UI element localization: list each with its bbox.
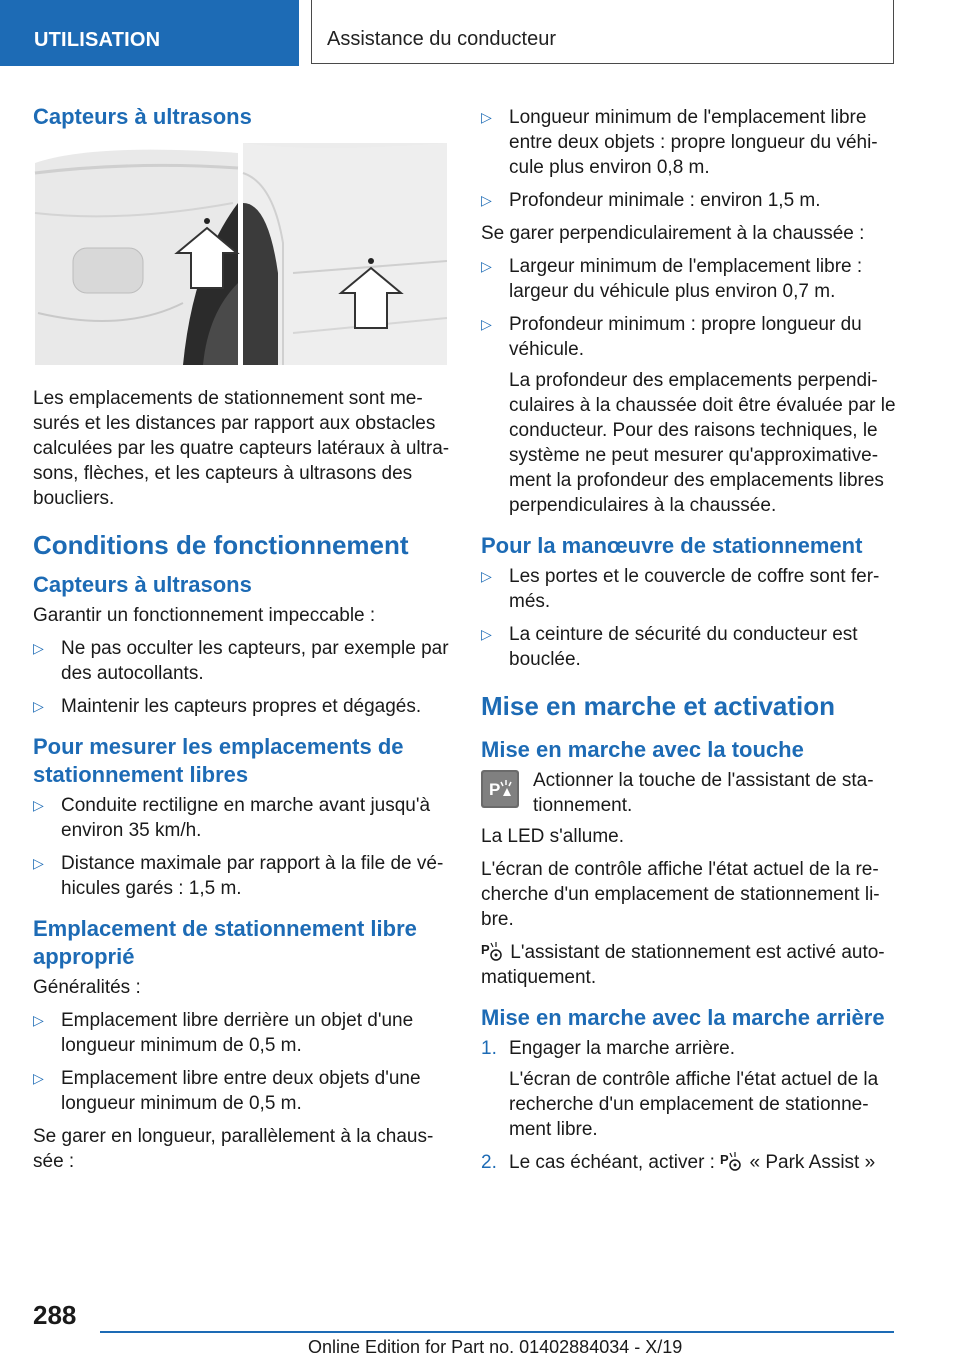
auto-activation-text: P L'assistant de stationnement est activé auto-matiquement. xyxy=(481,942,885,988)
heading-free-space: Emplacement de stationnement libre approprié xyxy=(33,916,417,969)
heading-measure: Pour mesurer les emplacements de stationnement libres xyxy=(33,734,404,787)
parallel-list xyxy=(481,105,896,213)
triangle-bullet-icon: ▷ xyxy=(481,109,492,125)
park-assist-button-icon xyxy=(481,770,519,808)
page-number: 288 xyxy=(33,1300,77,1330)
led-text: La LED s'allume. xyxy=(481,826,625,847)
button-text: Actionner la touche de l'assistant de sta-tionnement. xyxy=(533,770,874,816)
section-title: UTILISATION xyxy=(34,29,161,51)
right-column xyxy=(481,95,896,1183)
svg-text:P: P xyxy=(489,780,501,799)
footer-edition: Online Edition for Part no. 01402884034 - X/19 xyxy=(308,1337,683,1357)
measure-list xyxy=(33,793,451,901)
heading-reverse: Mise en marche avec la marche arrière xyxy=(481,1005,885,1030)
list-item: ▷ Distance maximale par rapport à la file de vé-hicules garés : 1,5 m. xyxy=(33,853,444,899)
free-space-list xyxy=(33,1008,451,1116)
sensor-list xyxy=(33,636,451,719)
page-header xyxy=(0,0,960,66)
triangle-bullet-icon: ▷ xyxy=(33,640,44,656)
list-item: ▷ Profondeur minimum : propre longueur du véhicule. La profondeur des emplacements perpendi-culaires à la chaussée doit être évaluée par le conducteur. Pour des raisons techniques, le système ne peut mesurer qu'approximative-ment la profondeur des emplacements libres perpendiculaires à la chaussée. xyxy=(481,314,896,516)
list-item: ▷ Ne pas occulter les capteurs, par exemple par des autocollants. xyxy=(33,638,449,684)
list-item: ▷ Profondeur minimale : environ 1,5 m. xyxy=(481,190,821,211)
list-item: ▷ La ceinture de sécurité du conducteur est bouclée. xyxy=(481,624,858,670)
car-sensors-illustration xyxy=(33,143,447,365)
heading-conditions: Conditions de fonctionnement xyxy=(33,530,409,560)
triangle-bullet-icon: ▷ xyxy=(33,855,44,871)
screen-text: L'écran de contrôle affiche l'état actuel de la re-cherche d'un emplacement de stationnement li-bre. xyxy=(481,859,880,930)
list-item: ▷ Largeur minimum de l'emplacement libre : largeur du véhicule plus environ 0,7 m. xyxy=(481,256,863,302)
intro-paragraph: Les emplacements de stationnement sont me-surés et les distances par rapport aux obstacles calculées par les quatre capteurs latéraux à ultra-sons, flèches, et les capteurs à ultrasons des boucliers. xyxy=(33,388,450,509)
step-note: L'écran de contrôle affiche l'état actuel de la recherche d'un emplacement de stationne-ment libre. xyxy=(509,1069,879,1140)
triangle-bullet-icon: ▷ xyxy=(481,192,492,208)
guarantee-text: Garantir un fonctionnement impeccable : xyxy=(33,605,376,626)
parallel-text: Se garer en longueur, parallèlement à la chaus-sée : xyxy=(33,1126,434,1172)
steps-list xyxy=(481,1036,896,1175)
list-item: ▷ Emplacement libre entre deux objets d'une longueur minimum de 0,5 m. xyxy=(33,1068,421,1114)
heading-ultrasonic-sensors-2: Capteurs à ultrasons xyxy=(33,572,252,597)
triangle-bullet-icon: ▷ xyxy=(33,698,44,714)
section-tab xyxy=(0,0,299,66)
heading-maneuver: Pour la manœuvre de stationnement xyxy=(481,533,863,558)
park-assist-icon xyxy=(720,1150,744,1172)
triangle-bullet-icon: ▷ xyxy=(481,626,492,642)
park-assist-icon xyxy=(481,940,505,962)
list-item: ▷ Conduite rectiligne en marche avant jusqu'à environ 35 km/h. xyxy=(33,795,431,841)
perpendicular-note: La profondeur des emplacements perpendi-culaires à la chaussée doit être évaluée par le conducteur. Pour des raisons techniques, le système ne peut mesurer qu'approximative-ment la profondeur des emplacements libres perpendiculaires à la chaussée. xyxy=(509,370,896,516)
chapter-tab xyxy=(311,0,894,64)
perpendicular-text: Se garer perpendiculairement à la chaussée : xyxy=(481,223,865,244)
triangle-bullet-icon: ▷ xyxy=(33,797,44,813)
triangle-bullet-icon: ▷ xyxy=(481,316,492,332)
triangle-bullet-icon: ▷ xyxy=(33,1070,44,1086)
button-instruction xyxy=(481,768,896,818)
heading-ultrasonic-sensors: Capteurs à ultrasons xyxy=(33,104,252,129)
triangle-bullet-icon: ▷ xyxy=(481,258,492,274)
step-item: 1. Engager la marche arrière. L'écran de contrôle affiche l'état actuel de la recherche d'un emplacement de stationne-ment libre. xyxy=(481,1036,896,1142)
svg-text:P: P xyxy=(720,1152,729,1167)
heading-button: Mise en marche avec la touche xyxy=(481,737,804,762)
svg-text:P: P xyxy=(481,942,490,957)
perpendicular-list xyxy=(481,254,896,518)
general-text: Généralités : xyxy=(33,977,141,998)
triangle-bullet-icon: ▷ xyxy=(33,1012,44,1028)
chapter-title: Assistance du conducteur xyxy=(327,28,557,50)
footer-divider xyxy=(100,1331,894,1333)
list-item: ▷ Les portes et le couvercle de coffre sont fer-més. xyxy=(481,566,880,612)
left-column xyxy=(33,95,451,1182)
step-item: 2. Le cas échéant, activer : P « Park Assist » xyxy=(481,1152,876,1173)
triangle-bullet-icon: ▷ xyxy=(481,568,492,584)
list-item: ▷ Longueur minimum de l'emplacement libre entre deux objets : propre longueur du véhi-cule plus environ 0,8 m. xyxy=(481,107,878,178)
list-item: ▷ Maintenir les capteurs propres et dégagés. xyxy=(33,696,422,717)
list-item: ▷ Emplacement libre derrière un objet d'une longueur minimum de 0,5 m. xyxy=(33,1010,414,1056)
maneuver-list xyxy=(481,564,896,672)
heading-activation: Mise en marche et activation xyxy=(481,691,836,721)
